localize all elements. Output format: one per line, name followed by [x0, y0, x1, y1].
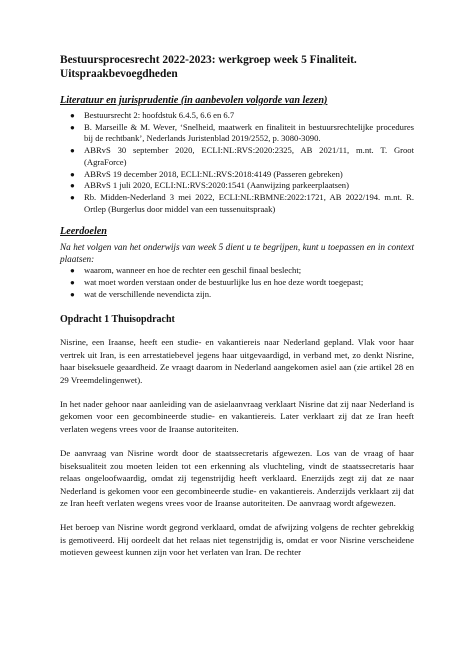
leerdoel-item: ● wat de verschillende nevendicta zijn.	[70, 288, 212, 299]
leerdoelen-heading: Leerdoelen	[60, 226, 107, 238]
literatuur-item: ● ABRvS 19 december 2018, ECLI:NL:RVS:2018:4149 (Passeren gebreken)	[70, 168, 343, 179]
bullet-icon: ●	[70, 169, 75, 179]
leerdoelen-intro: Na het volgen van het onderwijs van week 5 dient u te begrijpen, kunt u toepassen en in context plaatsen:	[60, 242, 414, 265]
body-paragraph: In het nader gehoor naar aanleiding van de asielaanvraag verklaart Nisrine dat zij naar Nederland is gekomen voor een gecombineerde studie- en vakantiereis. Later verklaart zij dat ze Iran heeft verlaten wegens vrees voor de Iraanse autoriteiten.	[60, 399, 414, 434]
body-paragraph: Het beroep van Nisrine wordt gegrond verklaard, omdat de afwijzing volgens de rechter gebrekkig is gemotiveerd. Hij oordeelt dat het relaas niet tegenstrijdig is, omdat er voor Nisrine verscheidene motieven geweest kunnen zijn voor het verlaten van Iran. De rechter	[60, 522, 414, 558]
body-paragraph: Nisrine, een Iraanse, heeft een studie- en vakantiereis naar Nederland gepland. Vlak voor haar vertrek uit Iran, is een arrestatiebevel jegens haar uitgevaardigd, in verband met, zo denkt Nisrine, haar biseksuele geaardheid. Ze vraagt daarom in Nederland aangekomen asiel aan (zie artikel 28 en 29 Vreemdelingenwet).	[60, 337, 414, 385]
bullet-icon: ●	[70, 181, 75, 191]
bullet-icon: ●	[70, 192, 75, 202]
document-body	[60, 53, 414, 559]
leerdoel-item: ● wat moet worden verstaan onder de bestuurlijke lus en hoe deze wordt toegepast;	[70, 277, 364, 288]
literatuur-item: ● Bestuursrecht 2: hoofdstuk 6.4.5, 6.6 en 6.7	[70, 110, 235, 120]
bullet-icon: ●	[70, 111, 75, 120]
literatuur-item: ● B. Marseille & M. Wever, ‘Snelheid, maatwerk en finaliteit in bestuursrechtelijke procedures bij de rechtbank’, Nederlands Juristenblad 2019/2552, p. 3080-3090.	[70, 121, 414, 144]
literatuur-heading: Literatuur en jurisprudentie (in aanbevolen volgorde van lezen)	[60, 95, 328, 106]
literatuur-item: ● ABRvS 1 juli 2020, ECLI:NL:RVS:2020:1541 (Aanwijzing parkeerplaatsen)	[70, 180, 349, 191]
opdracht-heading: Opdracht 1 Thuisopdracht	[60, 314, 175, 326]
literatuur-item: ● ABRvS 30 september 2020, ECLI:NL:RVS:2020:2325, AB 2021/11, m.nt. T. Groot (AgraForce)	[70, 145, 414, 167]
literatuur-item: ● Rb. Midden-Nederland 3 mei 2022, ECLI:NL:RBMNE:2022:1721, AB 2022/194. m.nt. R. Ortlep (Burgerlus door middel van een tussenuitspraak)	[70, 191, 414, 214]
bullet-icon: ●	[70, 122, 75, 132]
bullet-icon: ●	[70, 266, 75, 276]
leerdoel-item: ● waarom, wanneer en hoe de rechter een geschil finaal beslecht;	[70, 265, 302, 276]
bullet-icon: ●	[70, 278, 75, 288]
bullet-icon: ●	[70, 146, 75, 156]
literatuur-list	[60, 110, 414, 215]
leerdoelen-list	[60, 265, 414, 300]
document-title: Bestuursprocesrecht 2022-2023: werkgroep week 5 Finaliteit. Uitspraakbevoegdheden	[60, 54, 357, 80]
bullet-icon: ●	[70, 289, 75, 299]
body-paragraph: De aanvraag van Nisrine wordt door de staatssecretaris afgewezen. Los van de vraag of haar biseksualiteit zou moeten leiden tot een erkenning als vluchteling, vindt de staatssecretaris haar relaas ongeloofwaardig, omdat zij tegenstrijdig heeft verklaard. Enerzijds zegt zij dat ze naar Nederland is gekomen voor een gecombineerde studie- en vakantiereis. Anderzijds verklaart zij dat ze Iran heeft verlaten wegens vrees voor de Iraanse autoriteiten. De aanvraag wordt afgewezen.	[60, 448, 414, 508]
